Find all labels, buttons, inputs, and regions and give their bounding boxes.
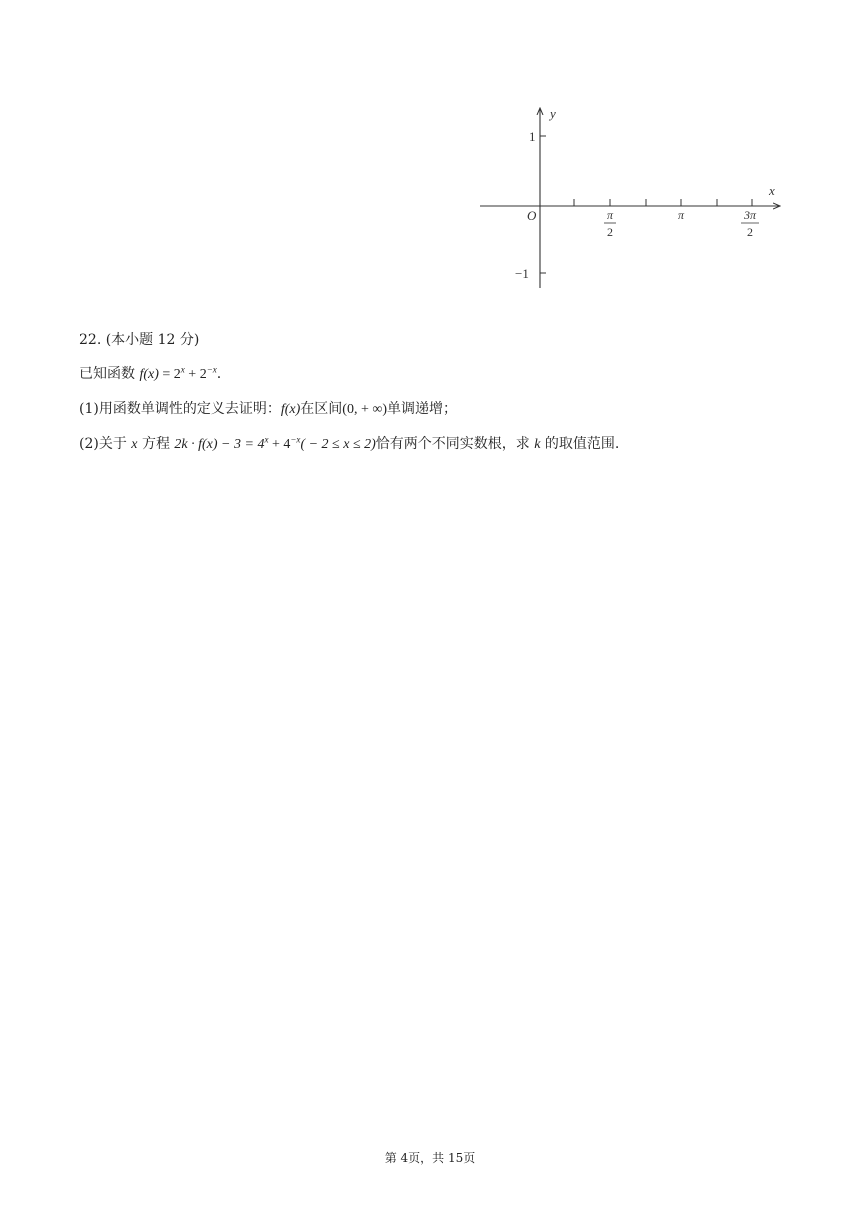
axes-svg xyxy=(470,100,800,300)
question-part-1 xyxy=(79,399,457,420)
part2-prefix: (2)关于 xyxy=(79,436,132,452)
formula-plus: + 2 xyxy=(184,367,207,382)
formula-equals: = 2 xyxy=(158,367,181,382)
x-tick-label-pi-over-2-den: 2 xyxy=(607,225,613,239)
part2-k: k xyxy=(534,437,541,452)
part1-mid: 在区间 xyxy=(300,401,343,417)
page-footer: 第 4页，共 15页 xyxy=(384,1151,476,1165)
y-tick-label-1: 1 xyxy=(529,129,536,144)
part1-function: f(x) xyxy=(280,402,301,417)
part2-equation-b: + 4 xyxy=(268,437,291,452)
question-given xyxy=(79,364,221,385)
part1-prefix: (1)用函数单调性的定义去证明： xyxy=(79,401,281,417)
x-tick-label-3pi-over-2-num: 3π xyxy=(743,208,757,222)
given-prefix: 已知函数 xyxy=(79,366,140,382)
coordinate-axes-figure xyxy=(470,100,800,300)
part2-suffix: 的取值范围. xyxy=(540,436,620,452)
question-number: 22. (本小题 12 分) xyxy=(79,332,200,348)
origin-label: O xyxy=(527,208,537,223)
x-tick-label-pi-over-2-num: π xyxy=(606,208,614,222)
part2-exponent-2: −x xyxy=(290,434,301,445)
x-axis-label: x xyxy=(769,183,775,198)
y-axis-label: y xyxy=(550,106,556,121)
formula-exponent-2: −x xyxy=(206,364,217,375)
formula-exponent-1: x xyxy=(180,364,185,375)
x-tick-label-pi: π xyxy=(677,208,685,222)
part2-equation-a: 2k · f(x) − 3 = 4 xyxy=(174,437,265,452)
part2-domain: ( − 2 ≤ x ≤ 2) xyxy=(300,437,376,452)
part2-mid2: 恰有两个不同实数根，求 xyxy=(375,436,535,452)
x-tick-label-3pi-over-2-den: 2 xyxy=(747,225,753,239)
part2-exponent-1: x xyxy=(264,434,269,445)
formula-end: . xyxy=(216,366,222,382)
function-name: f(x) xyxy=(139,367,159,382)
y-tick-label-neg1: −1 xyxy=(515,266,529,281)
question-part-2 xyxy=(79,434,619,455)
part2-variable: x xyxy=(131,437,138,452)
part1-interval: (0, + ∞) xyxy=(342,402,387,417)
part2-mid1: 方程 xyxy=(137,436,175,452)
part1-suffix: 单调递增； xyxy=(386,401,457,417)
